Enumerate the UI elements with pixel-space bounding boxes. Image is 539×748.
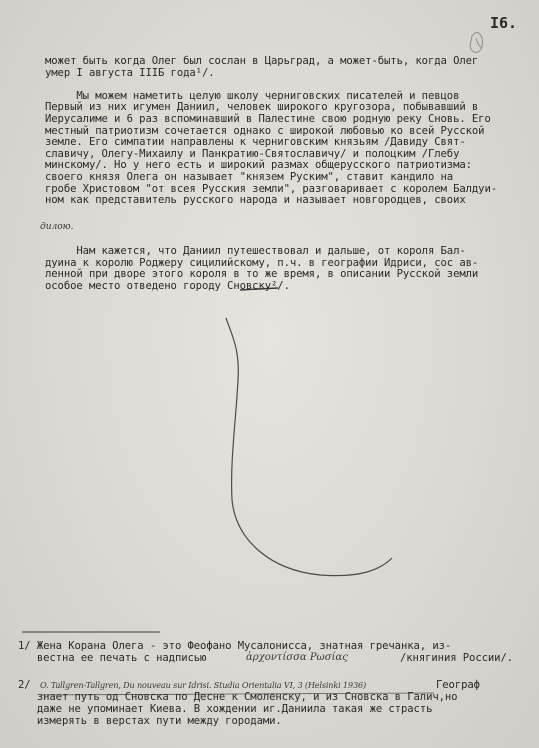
text-line: особое место отведено городу Сновску²/. [45,279,290,292]
text-line: своего князя Олега он называет "князем Руским", ставит кандило на [45,170,454,183]
footnote-1-line-1: 1/ Жена Корана Олега - это Феофано Мусалонисса, знатная гречанка, из- [18,640,452,652]
text-line: дуина к королю Роджеру сицилийскому, п.ч. в географии Идриси, сос ав- [45,256,479,269]
text-line: умер I августа IIIБ года¹/. [45,66,215,79]
text-line: минскому/. Но у него есть и широкий размах общерусского патриотизма: [45,159,472,172]
text-line: Мы можем наметить целую школу черниговских писателей и певцов [45,89,460,102]
corner-stamp-icon [470,32,483,52]
text-line: местный патриотизм сочетается однако с широкой любовью ко всей Русской [45,124,485,137]
footnote-2-line-2: знает путь од Сновска по Десне к Смоленску, и из Сновска в Галич,но [18,691,458,703]
text-line: гробе Христовом "от всея Русския земли", разговаривает с королем Балдуи- [45,182,498,195]
footnote-2-handwritten-citation: O. Tallgren-Tallgren, Du nouveau sur Idrisi. Studia Orientalia VI, 3 (Helsinki 1936) [40,680,366,690]
text-line: Первый из них игумен Даниил, человек широкого кругозора, побывавший в [45,101,479,114]
text-line: Иерусалиме и 6 раз вспоминавший в Палестине свою родную реку Сновь. Его [45,112,491,125]
footnote-1-greek: ἀρχοντίσσα Ρωσίας [246,652,348,663]
footnote-2-line-4: измерять в верстах пути между городами. [18,715,282,727]
page-number: I6. [490,14,518,32]
handwritten-insert: дилою. [40,222,74,232]
paragraph-block-1 [45,56,497,207]
footnote-2-line-3: даже не упоминает Киева. В хождении иг.Даниила такая же страсть [18,703,433,715]
text-line: славичу, Олегу-Михаилу и Панкратию-Святославичу/ и полоцким /Глебу [45,147,460,160]
footnote-2-marker: 2/ [18,679,31,691]
pencil-curve [226,318,392,576]
paragraph-block-2 [45,246,478,292]
text-line: может быть когда Олег был сослан в Царьград, а может-быть, когда Олег [45,55,479,67]
footnote-1-tail: /княгиния России/. [400,652,514,664]
text-line: Нам кажется, что Даниил путешествовал и дальше, от короля Бал- [45,245,466,257]
footnote-1-line-2: вестна ее печать с надписью [18,652,207,664]
text-line: земле. Его симпатии направлены к черниговским князьям /Давиду Свят- [45,136,466,149]
text-line: ленной при дворе этого короля в то же время, в описании Русской земли [45,268,479,281]
text-line: ном как представитель русского народа и называет новгородцев, своих [45,194,466,207]
footnote-2-tail: Географ [436,679,480,691]
